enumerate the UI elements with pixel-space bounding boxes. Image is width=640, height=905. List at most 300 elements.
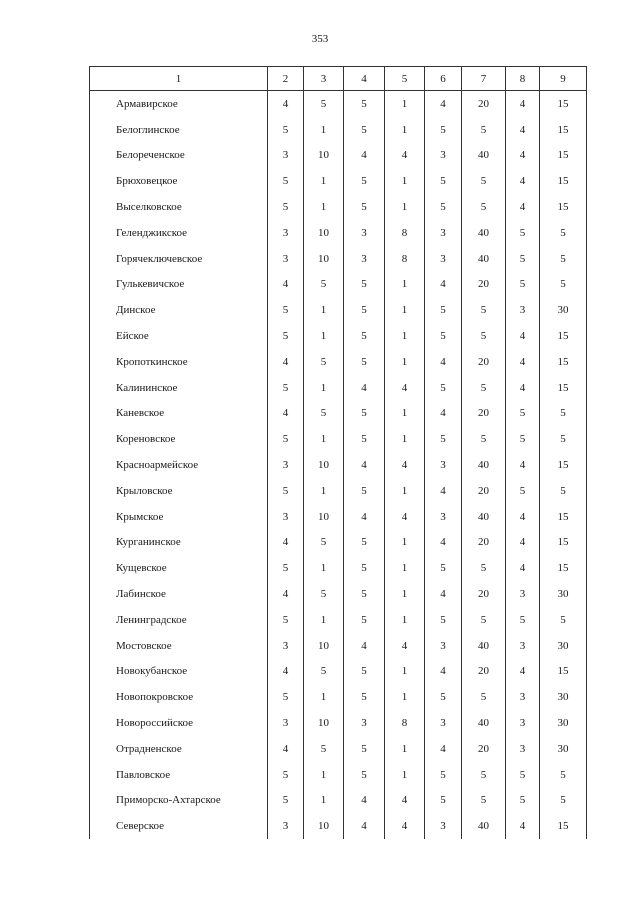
column-header-2: 2 bbox=[268, 67, 304, 91]
value-cell-col-6: 3 bbox=[425, 813, 462, 839]
value-cell-col-7: 20 bbox=[462, 91, 506, 117]
district-name-cell: Северское bbox=[90, 813, 268, 839]
value-cell-col-8: 4 bbox=[506, 349, 540, 375]
value-cell-col-6: 4 bbox=[425, 272, 462, 298]
table-row bbox=[90, 581, 587, 607]
value-cell-col-4: 5 bbox=[344, 349, 385, 375]
value-cell-col-6: 4 bbox=[425, 659, 462, 685]
value-cell-col-4: 5 bbox=[344, 168, 385, 194]
value-cell-col-6: 4 bbox=[425, 349, 462, 375]
value-cell-col-4: 3 bbox=[344, 246, 385, 272]
value-cell-col-4: 5 bbox=[344, 401, 385, 427]
value-cell-col-7: 20 bbox=[462, 478, 506, 504]
value-cell-col-9: 15 bbox=[540, 555, 587, 581]
table-row bbox=[90, 607, 587, 633]
value-cell-col-9: 30 bbox=[540, 633, 587, 659]
table-row bbox=[90, 401, 587, 427]
district-name-cell: Кропоткинское bbox=[90, 349, 268, 375]
table-row bbox=[90, 762, 587, 788]
district-name-cell: Армавирское bbox=[90, 91, 268, 117]
value-cell-col-9: 15 bbox=[540, 659, 587, 685]
value-cell-col-4: 5 bbox=[344, 659, 385, 685]
column-header-8: 8 bbox=[506, 67, 540, 91]
value-cell-col-5: 8 bbox=[385, 246, 425, 272]
column-header-9: 9 bbox=[540, 67, 587, 91]
value-cell-col-9: 15 bbox=[540, 168, 587, 194]
value-cell-col-7: 40 bbox=[462, 246, 506, 272]
value-cell-col-4: 5 bbox=[344, 555, 385, 581]
value-cell-col-6: 5 bbox=[425, 684, 462, 710]
value-cell-col-4: 5 bbox=[344, 762, 385, 788]
value-cell-col-4: 4 bbox=[344, 813, 385, 839]
value-cell-col-2: 3 bbox=[268, 710, 304, 736]
value-cell-col-8: 5 bbox=[506, 478, 540, 504]
table-row bbox=[90, 684, 587, 710]
value-cell-col-4: 5 bbox=[344, 91, 385, 117]
value-cell-col-6: 5 bbox=[425, 788, 462, 814]
value-cell-col-4: 5 bbox=[344, 272, 385, 298]
district-name-cell: Кореновское bbox=[90, 426, 268, 452]
district-name-cell: Крымское bbox=[90, 504, 268, 530]
value-cell-col-2: 3 bbox=[268, 246, 304, 272]
district-name-cell: Крыловское bbox=[90, 478, 268, 504]
value-cell-col-3: 1 bbox=[304, 426, 344, 452]
value-cell-col-3: 10 bbox=[304, 143, 344, 169]
value-cell-col-2: 5 bbox=[268, 297, 304, 323]
table-row bbox=[90, 426, 587, 452]
value-cell-col-7: 5 bbox=[462, 375, 506, 401]
table-row bbox=[90, 272, 587, 298]
value-cell-col-6: 5 bbox=[425, 168, 462, 194]
value-cell-col-5: 1 bbox=[385, 684, 425, 710]
value-cell-col-8: 4 bbox=[506, 504, 540, 530]
value-cell-col-4: 5 bbox=[344, 530, 385, 556]
value-cell-col-3: 1 bbox=[304, 788, 344, 814]
value-cell-col-3: 1 bbox=[304, 762, 344, 788]
value-cell-col-8: 5 bbox=[506, 272, 540, 298]
value-cell-col-9: 15 bbox=[540, 143, 587, 169]
value-cell-col-5: 1 bbox=[385, 323, 425, 349]
value-cell-col-6: 4 bbox=[425, 530, 462, 556]
value-cell-col-9: 30 bbox=[540, 710, 587, 736]
value-cell-col-8: 5 bbox=[506, 426, 540, 452]
value-cell-col-7: 5 bbox=[462, 168, 506, 194]
value-cell-col-8: 3 bbox=[506, 736, 540, 762]
value-cell-col-7: 20 bbox=[462, 530, 506, 556]
value-cell-col-9: 15 bbox=[540, 530, 587, 556]
value-cell-col-8: 4 bbox=[506, 813, 540, 839]
value-cell-col-6: 4 bbox=[425, 401, 462, 427]
value-cell-col-4: 5 bbox=[344, 194, 385, 220]
value-cell-col-7: 20 bbox=[462, 736, 506, 762]
value-cell-col-7: 40 bbox=[462, 633, 506, 659]
value-cell-col-9: 5 bbox=[540, 607, 587, 633]
value-cell-col-4: 3 bbox=[344, 220, 385, 246]
value-cell-col-5: 4 bbox=[385, 452, 425, 478]
value-cell-col-2: 5 bbox=[268, 323, 304, 349]
value-cell-col-4: 4 bbox=[344, 143, 385, 169]
value-cell-col-7: 5 bbox=[462, 297, 506, 323]
table-row bbox=[90, 297, 587, 323]
district-name-cell: Ейское bbox=[90, 323, 268, 349]
value-cell-col-2: 5 bbox=[268, 788, 304, 814]
value-cell-col-4: 4 bbox=[344, 375, 385, 401]
table-row bbox=[90, 220, 587, 246]
district-name-cell: Каневское bbox=[90, 401, 268, 427]
value-cell-col-3: 5 bbox=[304, 401, 344, 427]
value-cell-col-6: 3 bbox=[425, 143, 462, 169]
table-row bbox=[90, 633, 587, 659]
value-cell-col-4: 5 bbox=[344, 684, 385, 710]
table-row bbox=[90, 813, 587, 839]
table-row bbox=[90, 375, 587, 401]
district-name-cell: Мостовское bbox=[90, 633, 268, 659]
column-header-7: 7 bbox=[462, 67, 506, 91]
value-cell-col-9: 15 bbox=[540, 194, 587, 220]
value-cell-col-9: 5 bbox=[540, 246, 587, 272]
value-cell-col-2: 3 bbox=[268, 813, 304, 839]
value-cell-col-7: 5 bbox=[462, 323, 506, 349]
value-cell-col-8: 4 bbox=[506, 659, 540, 685]
district-name-cell: Красноармейское bbox=[90, 452, 268, 478]
district-name-cell: Павловское bbox=[90, 762, 268, 788]
column-header-6: 6 bbox=[425, 67, 462, 91]
value-cell-col-2: 4 bbox=[268, 530, 304, 556]
value-cell-col-5: 1 bbox=[385, 401, 425, 427]
table-row bbox=[90, 530, 587, 556]
value-cell-col-7: 5 bbox=[462, 684, 506, 710]
value-cell-col-6: 4 bbox=[425, 736, 462, 762]
value-cell-col-7: 20 bbox=[462, 272, 506, 298]
value-cell-col-6: 3 bbox=[425, 710, 462, 736]
value-cell-col-6: 5 bbox=[425, 426, 462, 452]
value-cell-col-3: 1 bbox=[304, 375, 344, 401]
district-name-cell: Выселковское bbox=[90, 194, 268, 220]
value-cell-col-2: 3 bbox=[268, 633, 304, 659]
value-cell-col-4: 5 bbox=[344, 736, 385, 762]
value-cell-col-9: 15 bbox=[540, 813, 587, 839]
value-cell-col-6: 5 bbox=[425, 555, 462, 581]
value-cell-col-8: 4 bbox=[506, 91, 540, 117]
value-cell-col-3: 1 bbox=[304, 684, 344, 710]
value-cell-col-3: 10 bbox=[304, 813, 344, 839]
value-cell-col-2: 4 bbox=[268, 91, 304, 117]
value-cell-col-5: 1 bbox=[385, 91, 425, 117]
value-cell-col-2: 4 bbox=[268, 272, 304, 298]
value-cell-col-5: 1 bbox=[385, 194, 425, 220]
value-cell-col-2: 5 bbox=[268, 194, 304, 220]
district-name-cell: Курганинское bbox=[90, 530, 268, 556]
value-cell-col-3: 5 bbox=[304, 736, 344, 762]
value-cell-col-5: 1 bbox=[385, 607, 425, 633]
district-name-cell: Геленджикское bbox=[90, 220, 268, 246]
table-row bbox=[90, 117, 587, 143]
value-cell-col-6: 3 bbox=[425, 246, 462, 272]
table-row bbox=[90, 736, 587, 762]
table-row bbox=[90, 168, 587, 194]
value-cell-col-9: 15 bbox=[540, 452, 587, 478]
table-row bbox=[90, 323, 587, 349]
value-cell-col-3: 10 bbox=[304, 220, 344, 246]
value-cell-col-8: 3 bbox=[506, 297, 540, 323]
table-row bbox=[90, 504, 587, 530]
value-cell-col-8: 5 bbox=[506, 788, 540, 814]
value-cell-col-3: 1 bbox=[304, 194, 344, 220]
value-cell-col-5: 4 bbox=[385, 633, 425, 659]
value-cell-col-6: 3 bbox=[425, 220, 462, 246]
value-cell-col-8: 4 bbox=[506, 143, 540, 169]
value-cell-col-4: 4 bbox=[344, 788, 385, 814]
district-name-cell: Гулькевичское bbox=[90, 272, 268, 298]
value-cell-col-2: 5 bbox=[268, 375, 304, 401]
value-cell-col-8: 3 bbox=[506, 581, 540, 607]
value-cell-col-5: 1 bbox=[385, 349, 425, 375]
value-cell-col-9: 30 bbox=[540, 684, 587, 710]
value-cell-col-5: 1 bbox=[385, 272, 425, 298]
value-cell-col-5: 1 bbox=[385, 762, 425, 788]
value-cell-col-3: 10 bbox=[304, 710, 344, 736]
value-cell-col-5: 4 bbox=[385, 813, 425, 839]
value-cell-col-5: 4 bbox=[385, 504, 425, 530]
table-row bbox=[90, 710, 587, 736]
table-row bbox=[90, 349, 587, 375]
value-cell-col-5: 1 bbox=[385, 659, 425, 685]
data-table bbox=[89, 66, 587, 839]
value-cell-col-6: 5 bbox=[425, 762, 462, 788]
value-cell-col-2: 5 bbox=[268, 762, 304, 788]
table-row bbox=[90, 659, 587, 685]
value-cell-col-8: 3 bbox=[506, 684, 540, 710]
value-cell-col-5: 1 bbox=[385, 530, 425, 556]
value-cell-col-2: 4 bbox=[268, 736, 304, 762]
column-header-4: 4 bbox=[344, 67, 385, 91]
value-cell-col-8: 4 bbox=[506, 323, 540, 349]
value-cell-col-8: 5 bbox=[506, 220, 540, 246]
value-cell-col-4: 5 bbox=[344, 426, 385, 452]
value-cell-col-7: 20 bbox=[462, 581, 506, 607]
value-cell-col-2: 3 bbox=[268, 143, 304, 169]
value-cell-col-2: 5 bbox=[268, 117, 304, 143]
page-number: 353 bbox=[311, 33, 329, 45]
value-cell-col-9: 30 bbox=[540, 297, 587, 323]
value-cell-col-2: 4 bbox=[268, 349, 304, 375]
table-row bbox=[90, 246, 587, 272]
value-cell-col-3: 5 bbox=[304, 530, 344, 556]
value-cell-col-2: 3 bbox=[268, 220, 304, 246]
value-cell-col-3: 1 bbox=[304, 607, 344, 633]
value-cell-col-9: 15 bbox=[540, 91, 587, 117]
table-row bbox=[90, 143, 587, 169]
district-name-cell: Белоглинское bbox=[90, 117, 268, 143]
value-cell-col-6: 3 bbox=[425, 633, 462, 659]
value-cell-col-3: 5 bbox=[304, 349, 344, 375]
value-cell-col-9: 15 bbox=[540, 323, 587, 349]
value-cell-col-3: 5 bbox=[304, 581, 344, 607]
table-row bbox=[90, 452, 587, 478]
value-cell-col-2: 4 bbox=[268, 581, 304, 607]
value-cell-col-3: 1 bbox=[304, 478, 344, 504]
value-cell-col-8: 4 bbox=[506, 530, 540, 556]
table-header bbox=[90, 67, 587, 91]
district-name-cell: Приморско-Ахтарское bbox=[90, 788, 268, 814]
value-cell-col-8: 4 bbox=[506, 117, 540, 143]
value-cell-col-3: 10 bbox=[304, 452, 344, 478]
value-cell-col-6: 4 bbox=[425, 478, 462, 504]
value-cell-col-6: 4 bbox=[425, 581, 462, 607]
value-cell-col-2: 4 bbox=[268, 659, 304, 685]
value-cell-col-4: 5 bbox=[344, 117, 385, 143]
value-cell-col-9: 30 bbox=[540, 581, 587, 607]
value-cell-col-7: 5 bbox=[462, 607, 506, 633]
district-name-cell: Новокубанское bbox=[90, 659, 268, 685]
district-name-cell: Белореченское bbox=[90, 143, 268, 169]
value-cell-col-9: 5 bbox=[540, 220, 587, 246]
value-cell-col-8: 3 bbox=[506, 710, 540, 736]
value-cell-col-2: 4 bbox=[268, 401, 304, 427]
value-cell-col-9: 5 bbox=[540, 478, 587, 504]
value-cell-col-7: 5 bbox=[462, 555, 506, 581]
value-cell-col-7: 20 bbox=[462, 349, 506, 375]
value-cell-col-5: 4 bbox=[385, 788, 425, 814]
table-row bbox=[90, 91, 587, 117]
value-cell-col-4: 5 bbox=[344, 581, 385, 607]
value-cell-col-3: 10 bbox=[304, 246, 344, 272]
value-cell-col-8: 5 bbox=[506, 607, 540, 633]
value-cell-col-9: 15 bbox=[540, 349, 587, 375]
value-cell-col-9: 5 bbox=[540, 401, 587, 427]
value-cell-col-4: 5 bbox=[344, 297, 385, 323]
value-cell-col-7: 5 bbox=[462, 788, 506, 814]
value-cell-col-9: 5 bbox=[540, 426, 587, 452]
district-name-cell: Калининское bbox=[90, 375, 268, 401]
value-cell-col-7: 5 bbox=[462, 426, 506, 452]
value-cell-col-5: 1 bbox=[385, 426, 425, 452]
value-cell-col-7: 40 bbox=[462, 504, 506, 530]
value-cell-col-2: 5 bbox=[268, 478, 304, 504]
district-name-cell: Новороссийское bbox=[90, 710, 268, 736]
value-cell-col-8: 5 bbox=[506, 246, 540, 272]
value-cell-col-7: 5 bbox=[462, 117, 506, 143]
value-cell-col-5: 1 bbox=[385, 581, 425, 607]
value-cell-col-7: 40 bbox=[462, 220, 506, 246]
value-cell-col-8: 5 bbox=[506, 762, 540, 788]
value-cell-col-5: 4 bbox=[385, 375, 425, 401]
value-cell-col-7: 5 bbox=[462, 762, 506, 788]
value-cell-col-4: 4 bbox=[344, 504, 385, 530]
value-cell-col-9: 5 bbox=[540, 272, 587, 298]
value-cell-col-8: 4 bbox=[506, 555, 540, 581]
table-row bbox=[90, 478, 587, 504]
value-cell-col-4: 5 bbox=[344, 478, 385, 504]
value-cell-col-2: 5 bbox=[268, 555, 304, 581]
value-cell-col-3: 1 bbox=[304, 555, 344, 581]
value-cell-col-7: 40 bbox=[462, 143, 506, 169]
district-name-cell: Динское bbox=[90, 297, 268, 323]
value-cell-col-3: 1 bbox=[304, 297, 344, 323]
value-cell-col-6: 4 bbox=[425, 91, 462, 117]
column-header-3: 3 bbox=[304, 67, 344, 91]
value-cell-col-9: 5 bbox=[540, 788, 587, 814]
value-cell-col-2: 5 bbox=[268, 684, 304, 710]
value-cell-col-3: 10 bbox=[304, 633, 344, 659]
value-cell-col-7: 40 bbox=[462, 452, 506, 478]
header-row bbox=[90, 67, 587, 91]
value-cell-col-4: 4 bbox=[344, 452, 385, 478]
value-cell-col-4: 4 bbox=[344, 633, 385, 659]
value-cell-col-3: 1 bbox=[304, 168, 344, 194]
value-cell-col-7: 5 bbox=[462, 194, 506, 220]
district-name-cell: Новопокровское bbox=[90, 684, 268, 710]
value-cell-col-8: 4 bbox=[506, 452, 540, 478]
value-cell-col-9: 15 bbox=[540, 504, 587, 530]
value-cell-col-8: 4 bbox=[506, 375, 540, 401]
value-cell-col-6: 5 bbox=[425, 117, 462, 143]
value-cell-col-5: 1 bbox=[385, 478, 425, 504]
value-cell-col-3: 5 bbox=[304, 272, 344, 298]
value-cell-col-5: 1 bbox=[385, 736, 425, 762]
table-row bbox=[90, 555, 587, 581]
value-cell-col-5: 8 bbox=[385, 220, 425, 246]
value-cell-col-6: 3 bbox=[425, 504, 462, 530]
district-name-cell: Кущевское bbox=[90, 555, 268, 581]
value-cell-col-6: 5 bbox=[425, 194, 462, 220]
column-header-5: 5 bbox=[385, 67, 425, 91]
value-cell-col-5: 1 bbox=[385, 168, 425, 194]
table-row bbox=[90, 194, 587, 220]
value-cell-col-6: 5 bbox=[425, 297, 462, 323]
value-cell-col-6: 5 bbox=[425, 323, 462, 349]
value-cell-col-7: 20 bbox=[462, 659, 506, 685]
district-name-cell: Отрадненское bbox=[90, 736, 268, 762]
table-row bbox=[90, 788, 587, 814]
value-cell-col-2: 5 bbox=[268, 607, 304, 633]
district-name-cell: Горячеключевское bbox=[90, 246, 268, 272]
value-cell-col-3: 1 bbox=[304, 323, 344, 349]
value-cell-col-8: 4 bbox=[506, 194, 540, 220]
value-cell-col-2: 5 bbox=[268, 168, 304, 194]
district-name-cell: Лабинское bbox=[90, 581, 268, 607]
value-cell-col-4: 5 bbox=[344, 323, 385, 349]
district-name-cell: Брюховецкое bbox=[90, 168, 268, 194]
value-cell-col-4: 5 bbox=[344, 607, 385, 633]
value-cell-col-2: 3 bbox=[268, 504, 304, 530]
value-cell-col-5: 1 bbox=[385, 117, 425, 143]
value-cell-col-9: 5 bbox=[540, 762, 587, 788]
value-cell-col-7: 20 bbox=[462, 401, 506, 427]
value-cell-col-9: 15 bbox=[540, 117, 587, 143]
value-cell-col-6: 3 bbox=[425, 452, 462, 478]
value-cell-col-8: 3 bbox=[506, 633, 540, 659]
value-cell-col-9: 30 bbox=[540, 736, 587, 762]
value-cell-col-2: 3 bbox=[268, 452, 304, 478]
value-cell-col-5: 1 bbox=[385, 555, 425, 581]
value-cell-col-8: 4 bbox=[506, 168, 540, 194]
value-cell-col-3: 10 bbox=[304, 504, 344, 530]
value-cell-col-5: 4 bbox=[385, 143, 425, 169]
value-cell-col-6: 5 bbox=[425, 607, 462, 633]
value-cell-col-8: 5 bbox=[506, 401, 540, 427]
value-cell-col-3: 5 bbox=[304, 91, 344, 117]
value-cell-col-6: 5 bbox=[425, 375, 462, 401]
value-cell-col-9: 15 bbox=[540, 375, 587, 401]
value-cell-col-4: 3 bbox=[344, 710, 385, 736]
value-cell-col-7: 40 bbox=[462, 813, 506, 839]
value-cell-col-3: 5 bbox=[304, 659, 344, 685]
value-cell-col-5: 8 bbox=[385, 710, 425, 736]
district-name-cell: Ленинградское bbox=[90, 607, 268, 633]
value-cell-col-7: 40 bbox=[462, 710, 506, 736]
column-header-1: 1 bbox=[90, 67, 268, 91]
